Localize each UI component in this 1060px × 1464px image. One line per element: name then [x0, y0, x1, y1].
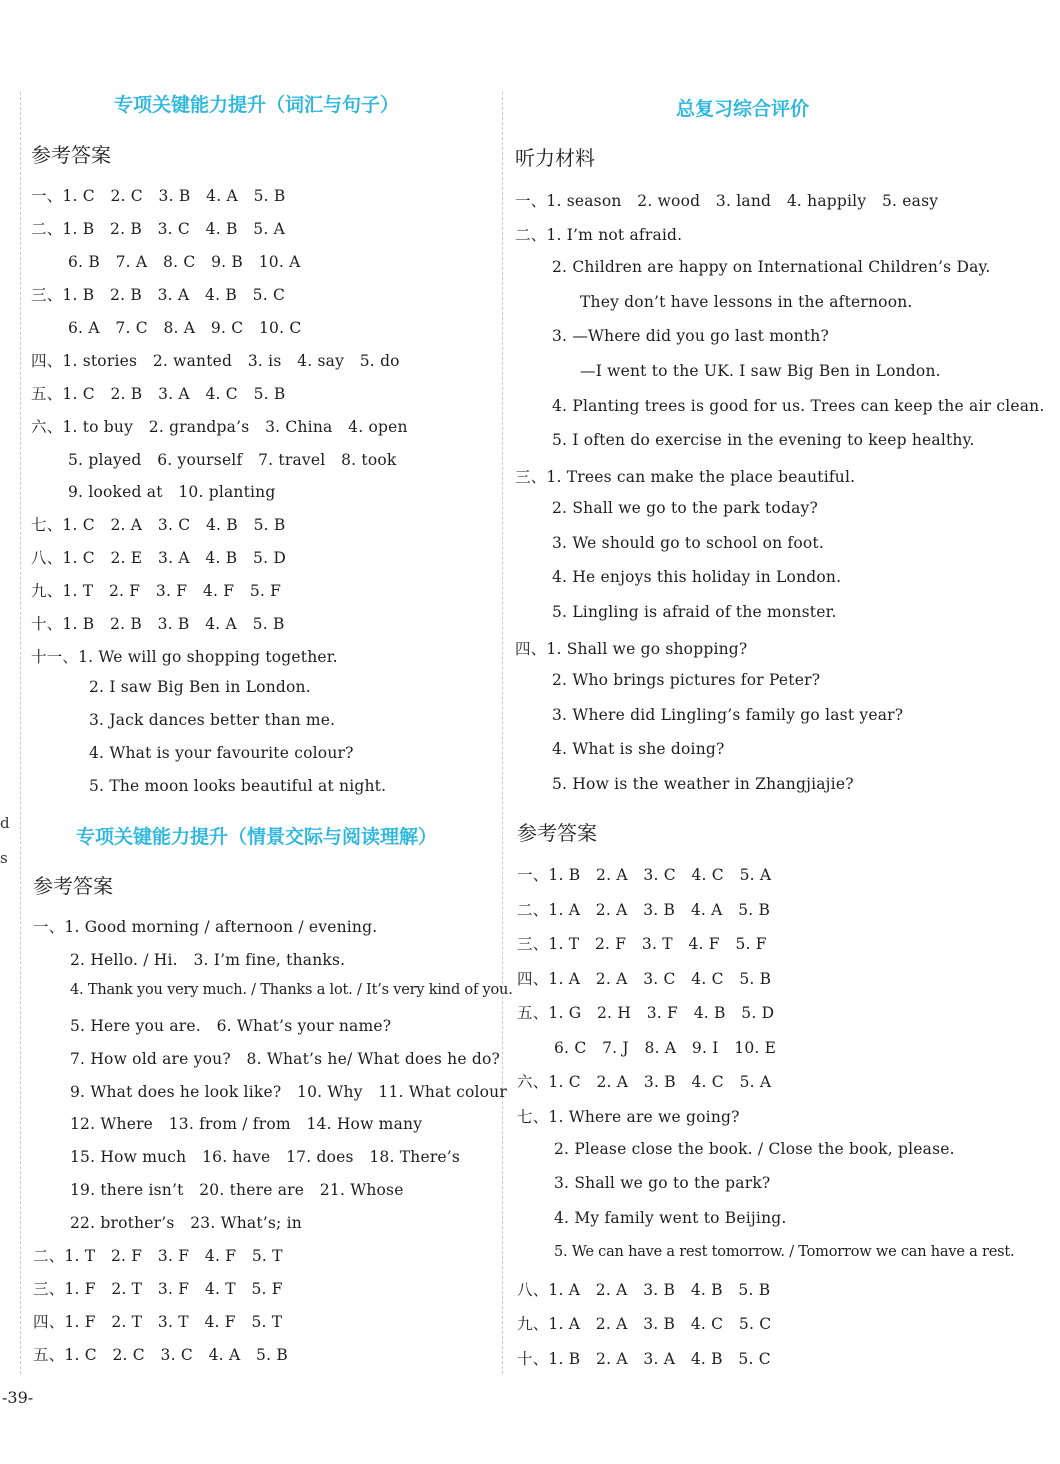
answer-line: 4. Thank you very much. / Thanks a lot. / It’s very kind of you.	[70, 982, 513, 998]
answer-line: 十一、1. We will go shopping together.	[31, 648, 338, 666]
answer-line: 5. Here you are. 6. What’s your name?	[70, 1017, 392, 1035]
section-subtitle: 听力材料	[515, 146, 595, 170]
answer-line: 一、1. Good morning / afternoon / evening.	[33, 918, 378, 936]
listening-line: 4. What is she doing?	[552, 740, 725, 758]
answer-line: 2. Hello. / Hi. 3. I’m fine, thanks.	[70, 951, 346, 969]
answer-line: 九、1. A 2. A 3. B 4. C 5. C	[517, 1315, 772, 1333]
answer-line: 八、1. A 2. A 3. B 4. B 5. B	[517, 1281, 771, 1299]
margin-letter: s	[0, 849, 8, 867]
listening-line: 二、1. I’m not afraid.	[515, 226, 683, 244]
listening-line: 5. Lingling is afraid of the monster.	[552, 603, 837, 621]
listening-line: 2. Children are happy on International Children’s Day.	[552, 258, 991, 276]
answer-line: 四、1. stories 2. wanted 3. is 4. say 5. do	[31, 352, 400, 370]
answer-line: 22. brother’s 23. What’s; in	[70, 1214, 302, 1232]
answer-line: 6. C 7. J 8. A 9. I 10. E	[554, 1039, 777, 1057]
answer-line: 9. What does he look like? 10. Why 11. What colour	[70, 1083, 507, 1101]
answer-line: 一、1. C 2. C 3. B 4. A 5. B	[31, 187, 286, 205]
section-title: 专项关键能力提升（词汇与句子）	[114, 94, 400, 116]
answer-line: 15. How much 16. have 17. does 18. There’s	[70, 1148, 461, 1166]
answer-line: 12. Where 13. from / from 14. How many	[70, 1115, 423, 1133]
answer-line: 三、1. T 2. F 3. T 4. F 5. F	[517, 935, 767, 953]
answer-line: 五、1. C 2. C 3. C 4. A 5. B	[33, 1346, 288, 1364]
answer-line: 2. I saw Big Ben in London.	[89, 678, 311, 696]
answer-line: 3. Jack dances better than me.	[89, 711, 336, 729]
answer-line: 6. A 7. C 8. A 9. C 10. C	[68, 319, 302, 337]
answer-line: 6. B 7. A 8. C 9. B 10. A	[68, 253, 301, 271]
listening-line: —I went to the UK. I saw Big Ben in London.	[580, 362, 941, 380]
listening-line: 四、1. Shall we go shopping?	[515, 640, 748, 658]
column-divider	[20, 92, 21, 1374]
answer-line: 一、1. B 2. A 3. C 4. C 5. A	[517, 866, 772, 884]
listening-line: 3. We should go to school on foot.	[552, 534, 824, 552]
answer-line: 5. We can have a rest tomorrow. / Tomorrow we can have a rest.	[554, 1244, 1015, 1260]
answer-line: 二、1. A 2. A 3. B 4. A 5. B	[517, 901, 771, 919]
answer-line: 4. What is your favourite colour?	[89, 744, 354, 762]
margin-letter: d	[0, 814, 10, 832]
section-title: 专项关键能力提升（情景交际与阅读理解）	[76, 826, 438, 848]
section-subtitle: 参考答案	[31, 143, 111, 167]
answer-line: 9. looked at 10. planting	[68, 483, 276, 501]
answer-line: 3. Shall we go to the park?	[554, 1174, 771, 1192]
answer-line: 19. there isn’t 20. there are 21. Whose	[70, 1181, 404, 1199]
answer-line: 七、1. C 2. A 3. C 4. B 5. B	[31, 516, 286, 534]
column-divider	[502, 92, 503, 1374]
listening-line: 2. Shall we go to the park today?	[552, 499, 819, 517]
answer-line: 四、1. A 2. A 3. C 4. C 5. B	[517, 970, 772, 988]
answer-line: 五、1. G 2. H 3. F 4. B 5. D	[517, 1004, 775, 1022]
answer-line: 五、1. C 2. B 3. A 4. C 5. B	[31, 385, 286, 403]
section-subtitle: 参考答案	[517, 821, 597, 845]
listening-line: 4. He enjoys this holiday in London.	[552, 568, 842, 586]
listening-line: 3. Where did Lingling’s family go last year?	[552, 706, 904, 724]
answer-line: 二、1. B 2. B 3. C 4. B 5. A	[31, 220, 286, 238]
answer-line: 5. The moon looks beautiful at night.	[89, 777, 387, 795]
page-number: -39-	[2, 1388, 34, 1407]
section-subtitle: 参考答案	[33, 874, 113, 898]
answer-line: 十、1. B 2. A 3. A 4. B 5. C	[517, 1350, 771, 1368]
answer-line: 7. How old are you? 8. What’s he/ What does he do?	[70, 1050, 501, 1068]
answer-line: 2. Please close the book. / Close the book, please.	[554, 1140, 955, 1158]
listening-line: 2. Who brings pictures for Peter?	[552, 671, 821, 689]
listening-line: 三、1. Trees can make the place beautiful.	[515, 468, 856, 486]
answer-line: 二、1. T 2. F 3. F 4. F 5. T	[33, 1247, 283, 1265]
answer-line: 5. played 6. yourself 7. travel 8. took	[68, 451, 397, 469]
listening-line: 3. —Where did you go last month?	[552, 327, 829, 345]
answer-line: 七、1. Where are we going?	[517, 1108, 740, 1126]
answer-line: 4. My family went to Beijing.	[554, 1209, 787, 1227]
listening-line: 一、1. season 2. wood 3. land 4. happily 5. easy	[515, 192, 939, 210]
answer-line: 九、1. T 2. F 3. F 4. F 5. F	[31, 582, 282, 600]
section-title: 总复习综合评价	[676, 98, 810, 120]
answer-line: 六、1. to buy 2. grandpa’s 3. China 4. open	[31, 418, 408, 436]
answer-line: 八、1. C 2. E 3. A 4. B 5. D	[31, 549, 286, 567]
listening-line: 5. How is the weather in Zhangjiajie?	[552, 775, 854, 793]
listening-line: They don’t have lessons in the afternoon.	[580, 293, 913, 311]
answer-line: 十、1. B 2. B 3. B 4. A 5. B	[31, 615, 285, 633]
listening-line: 4. Planting trees is good for us. Trees can keep the air clean.	[552, 397, 1045, 415]
listening-line: 5. I often do exercise in the evening to keep healthy.	[552, 431, 975, 449]
answer-line: 六、1. C 2. A 3. B 4. C 5. A	[517, 1073, 772, 1091]
answer-line: 四、1. F 2. T 3. T 4. F 5. T	[33, 1313, 283, 1331]
answer-line: 三、1. B 2. B 3. A 4. B 5. C	[31, 286, 286, 304]
answer-line: 三、1. F 2. T 3. F 4. T 5. F	[33, 1280, 283, 1298]
